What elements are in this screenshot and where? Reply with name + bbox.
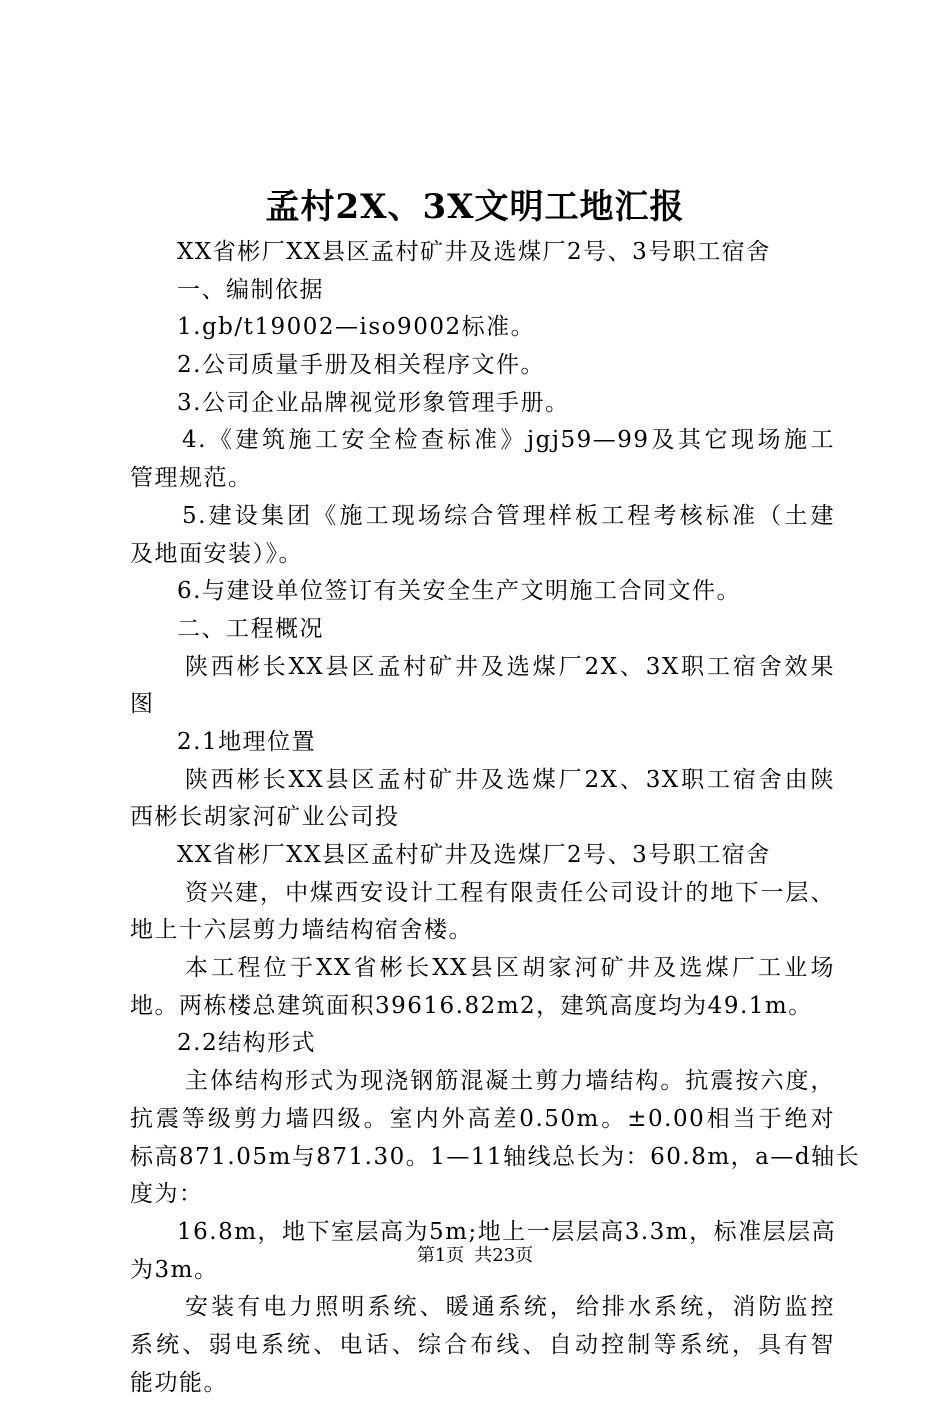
subsection-heading: 2.1地理位置 (177, 728, 317, 755)
page-number: 第1页 (416, 1245, 465, 1266)
page-footer (0, 1243, 950, 1269)
paragraph-line: XX省彬厂XX县区孟村矿井及选煤厂2号、3号职工宿舍 (177, 842, 771, 868)
document-body (130, 234, 861, 1402)
paragraph-line: 本工程位于XX省彬长XX县区胡家河矿井及选煤厂工业场 (185, 955, 835, 982)
paragraph-line: 图 (130, 691, 155, 718)
paragraph-line: 陕西彬长XX县区孟村矿井及选煤厂2X、3X职工宿舍由陕 (185, 766, 835, 793)
paragraph-line: 主体结构形式为现浇钢筋混凝土剪力墙结构。抗震按六度， (185, 1068, 835, 1095)
document-title: 孟村2X、3X文明工地汇报 (265, 187, 685, 227)
paragraph-line: 地上十六层剪力墙结构宿舍楼。 (130, 917, 473, 944)
list-item: 5.建设集团《施工现场综合管理样板工程考核标准（土建 (182, 502, 835, 529)
paragraph-line: XX省彬厂XX县区孟村矿井及选煤厂2号、3号职工宿舍 (177, 239, 771, 265)
list-item: 2.公司质量手册及相关程序文件。 (177, 352, 545, 379)
list-item-continuation: 及地面安装）》。 (130, 540, 303, 567)
paragraph-line: 能功能。 (130, 1369, 228, 1396)
page-total: 共23页 (474, 1245, 534, 1266)
paragraph-line: 地。两栋楼总建筑面积39616.82m2，建筑高度均为49.1m。 (130, 992, 813, 1019)
section-heading: 二、工程概况 (177, 615, 324, 642)
paragraph-line: 西彬长胡家河矿业公司投 (130, 804, 400, 831)
list-item: 6.与建设单位签订有关安全生产文明施工合同文件。 (177, 578, 741, 605)
list-item: 4.《建筑施工安全检查标准》jgj59—99及其它现场施工 (182, 427, 835, 454)
section-heading: 一、编制依据 (177, 276, 324, 303)
paragraph-line: 系统、弱电系统、电话、综合布线、自动控制等系统，具有智 (130, 1331, 835, 1358)
paragraph-line: 为3m。 (130, 1256, 219, 1283)
paragraph-line: 度为： (130, 1181, 204, 1208)
list-item: 3.公司企业品牌视觉形象管理手册。 (177, 389, 570, 416)
list-item: 1.gb/t19002—iso9002标准。 (177, 314, 536, 341)
paragraph-line: 安装有电力照明系统、暖通系统，给排水系统，消防监控 (185, 1294, 835, 1321)
list-item-continuation: 管理规范。 (130, 465, 253, 492)
paragraph-line: 标高871.05m与871.30。1—11轴线总长为：60.8m，a—d轴长 (130, 1143, 861, 1170)
paragraph-line: 抗震等级剪力墙四级。室内外高差0.50m。±0.00相当于绝对 (130, 1105, 835, 1132)
paragraph-line: 资兴建，中煤西安设计工程有限责任公司设计的地下一层、 (185, 879, 835, 906)
paragraph-line: 陕西彬长XX县区孟村矿井及选煤厂2X、3X职工宿舍效果 (185, 653, 835, 680)
subsection-heading: 2.2结构形式 (177, 1030, 317, 1057)
paragraph-line: 16.8m，地下室层高为5m;地上一层层高3.3m，标准层层高 (177, 1218, 837, 1245)
